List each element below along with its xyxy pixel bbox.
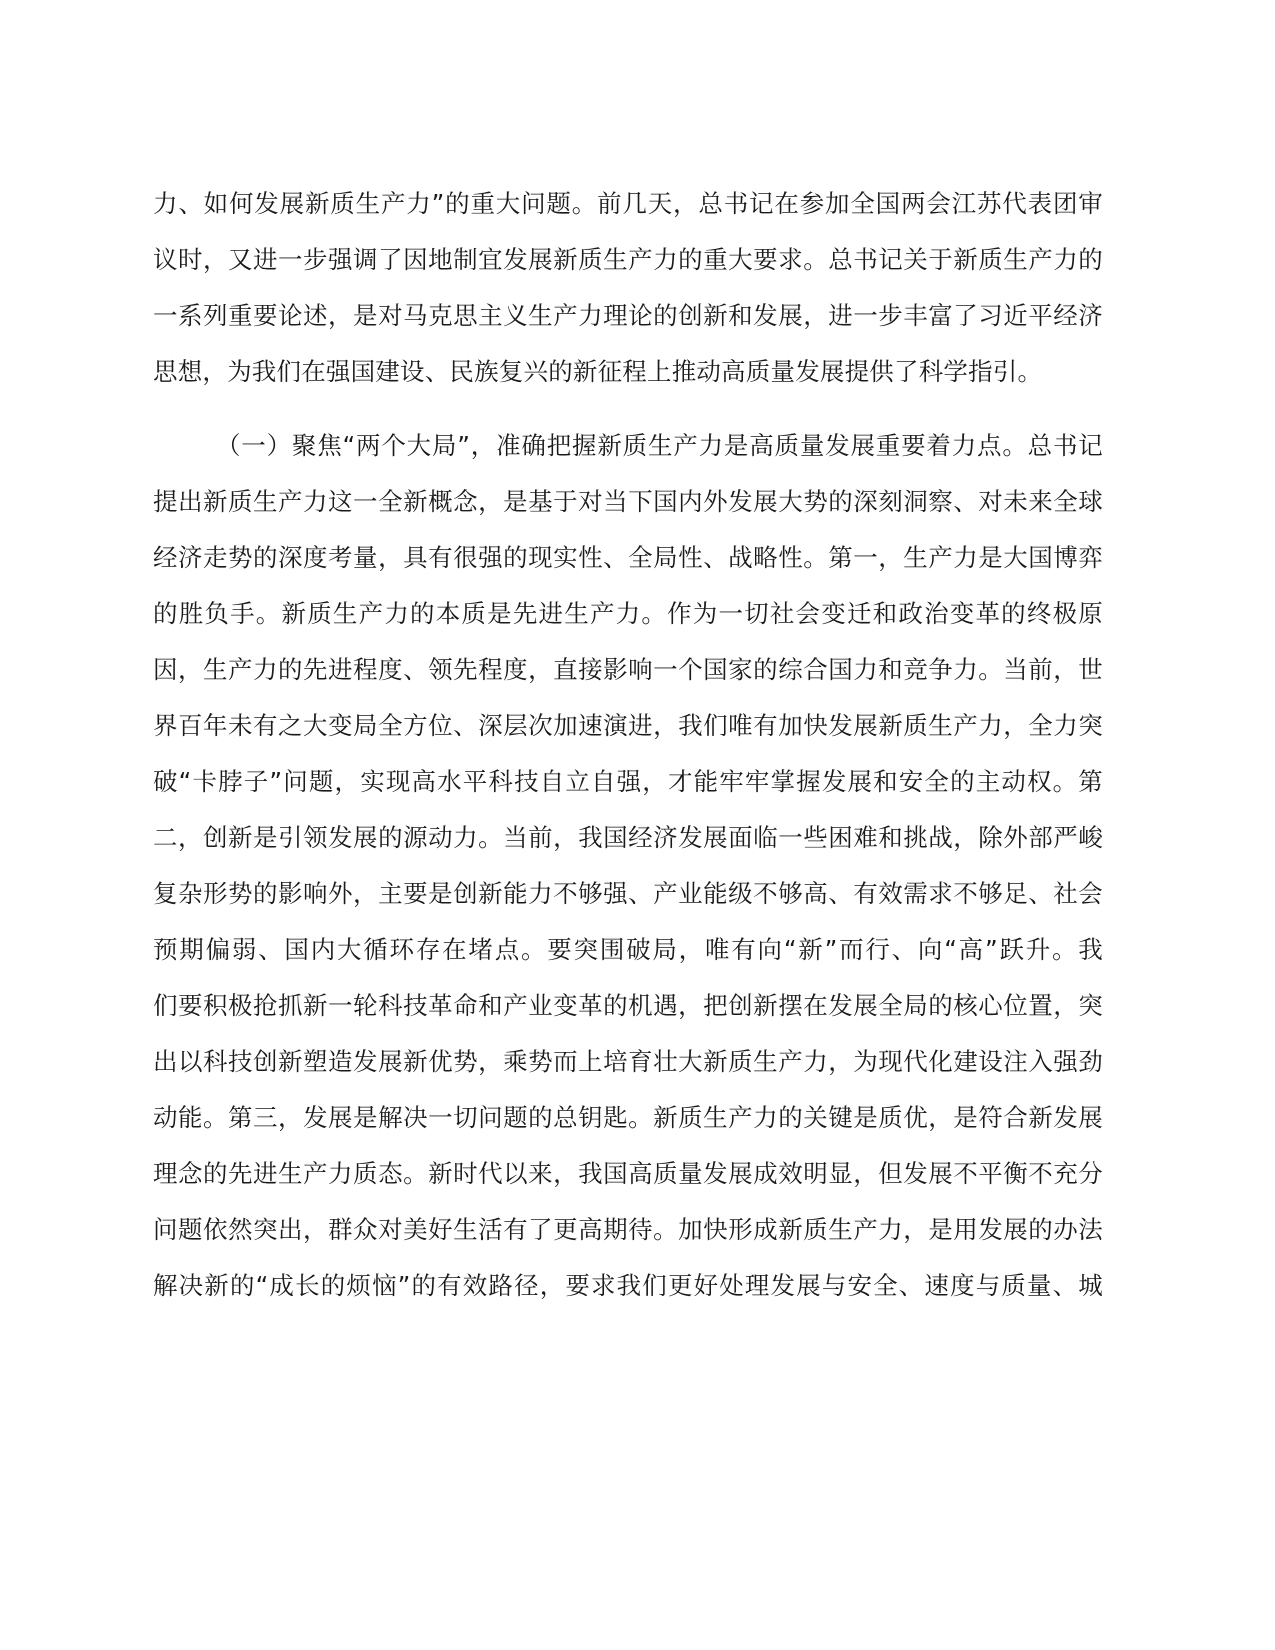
text-line: 议时，又进一步强调了因地制宜发展新质生产力的重大要求。总书记关于新质生产力的 [153, 245, 1103, 274]
text-line: （一）聚焦“两个大局”，准确把握新质生产力是高质量发展重要着力点。总书记 [216, 431, 1103, 460]
text-line: 理念的先进生产力质态。新时代以来，我国高质量发展成效明显，但发展不平衡不充分 [153, 1159, 1103, 1188]
text-line: 破“卡脖子”问题，实现高水平科技自立自强，才能牢牢掌握发展和安全的主动权。第 [153, 767, 1103, 796]
text-line: 界百年未有之大变局全方位、深层次加速演进，我们唯有加快发展新质生产力，全力突 [153, 711, 1103, 740]
text-line: 出以科技创新塑造发展新优势，乘势而上培育壮大新质生产力，为现代化建设注入强劲 [153, 1047, 1103, 1076]
text-line: 们要积极抢抓新一轮科技革命和产业变革的机遇，把创新摆在发展全局的核心位置，突 [153, 991, 1103, 1020]
text-line: 思想，为我们在强国建设、民族复兴的新征程上推动高质量发展提供了科学指引。 [153, 357, 1043, 386]
text-line: 解决新的“成长的烦恼”的有效路径，要求我们更好处理发展与安全、速度与质量、城 [153, 1271, 1103, 1300]
text-line: 的胜负手。新质生产力的本质是先进生产力。作为一切社会变迁和政治变革的终极原 [153, 599, 1103, 628]
text-line: 因，生产力的先进程度、领先程度，直接影响一个国家的综合国力和竞争力。当前，世 [153, 655, 1103, 684]
text-line: 经济走势的深度考量，具有很强的现实性、全局性、战略性。第一，生产力是大国博弈 [153, 543, 1103, 572]
text-line: 一系列重要论述，是对马克思主义生产力理论的创新和发展，进一步丰富了习近平经济 [153, 301, 1103, 330]
text-line: 复杂形势的影响外，主要是创新能力不够强、产业能级不够高、有效需求不够足、社会 [153, 879, 1103, 908]
text-line: 提出新质生产力这一全新概念，是基于对当下国内外发展大势的深刻洞察、对未来全球 [153, 487, 1103, 516]
text-line: 预期偏弱、国内大循环存在堵点。要突围破局，唯有向“新”而行、向“高”跃升。我 [153, 935, 1103, 964]
text-line: 问题依然突出，群众对美好生活有了更高期待。加快形成新质生产力，是用发展的办法 [153, 1215, 1103, 1244]
text-line: 力、如何发展新质生产力”的重大问题。前几天，总书记在参加全国两会江苏代表团审 [153, 189, 1103, 218]
text-line: 二，创新是引领发展的源动力。当前，我国经济发展面临一些困难和挑战，除外部严峻 [153, 823, 1103, 852]
text-line: 动能。第三，发展是解决一切问题的总钥匙。新质生产力的关键是质优，是符合新发展 [153, 1103, 1103, 1132]
